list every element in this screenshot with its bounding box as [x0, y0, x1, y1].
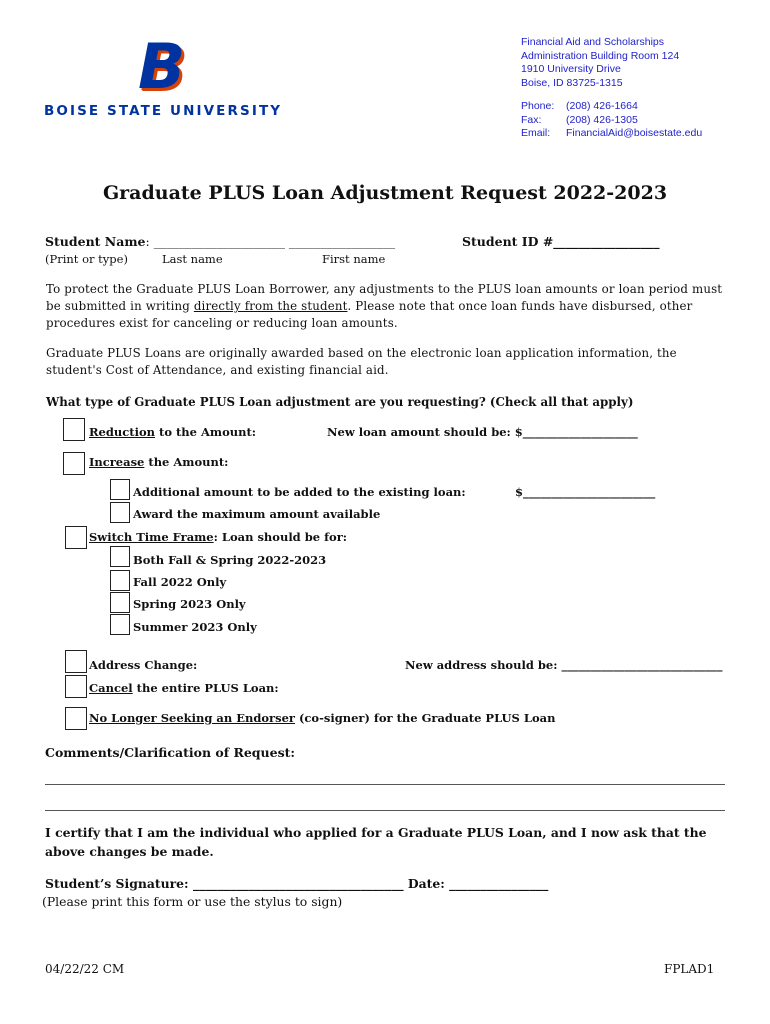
increase-keyword: Increase — [89, 455, 145, 469]
first-name-caption: First name — [322, 252, 386, 266]
fax-row — [521, 114, 702, 128]
intro-paragraph-2: Graduate PLUS Loans are originally awarded based on the electronic loan application information, the student's Cost of Attendance, and existing financial aid. — [46, 346, 677, 377]
email-row — [521, 127, 702, 141]
reduction-checkbox[interactable] — [63, 418, 85, 441]
last-name-caption: Last name — [162, 252, 223, 266]
additional-amount-field[interactable]: $_______________________ — [515, 485, 656, 499]
print-hint: (Print or type) — [45, 252, 128, 266]
fall-only-label: Fall 2022 Only — [133, 575, 227, 589]
reduction-rest: to the Amount: — [155, 425, 257, 439]
office-city: Boise, ID 83725-1315 — [521, 76, 623, 89]
fall-only-checkbox[interactable] — [110, 570, 130, 591]
no-endorser-checkbox[interactable] — [65, 707, 87, 730]
intro-text-underlined: directly from the student — [193, 299, 348, 313]
endorser-keyword: No Longer Seeking an Endorser — [89, 711, 295, 725]
spring-only-checkbox[interactable] — [110, 592, 130, 613]
address-change-checkbox[interactable] — [65, 650, 87, 673]
student-id-field[interactable]: Student ID #_________________ — [462, 234, 660, 249]
cancel-rest: the entire PLUS Loan: — [132, 681, 279, 695]
intro-text-b: . Please note that once loan funds have disbursed, other procedures exist for canceling or reducing loan amounts. — [46, 299, 693, 330]
office-contact-block — [521, 36, 702, 141]
form-title: Graduate PLUS Loan Adjustment Request 2022-2023 — [102, 182, 668, 204]
address-change-label: Address Change: — [89, 658, 198, 672]
both-terms-label: Both Fall & Spring 2022-2023 — [133, 553, 327, 567]
footer-form-code: FPLAD1 — [664, 962, 715, 976]
new-amount-field[interactable]: New loan amount should be: $____________________ — [327, 425, 638, 439]
office-street: 1910 University Drive — [521, 63, 621, 75]
office-building: Administration Building Room 124 — [521, 49, 680, 62]
university-wordmark: BOISE STATE UNIVERSITY — [44, 103, 283, 119]
switch-keyword: Switch Time Frame — [89, 530, 214, 544]
footer-revision: 04/22/22 CM — [45, 962, 125, 976]
summer-only-label: Summer 2023 Only — [133, 620, 257, 634]
award-max-label: Award the maximum amount available — [133, 507, 381, 521]
intro-paragraph-1 — [46, 281, 736, 332]
adjustment-question: What type of Graduate PLUS Loan adjustment are you requesting? (Check all that apply) — [46, 395, 634, 409]
comments-line-2[interactable] — [45, 810, 725, 811]
spring-only-label: Spring 2023 Only — [133, 597, 246, 611]
switch-rest: : Loan should be for: — [213, 530, 348, 544]
office-name: Financial Aid and Scholarships — [521, 36, 665, 48]
endorser-rest: (co-signer) for the Graduate PLUS Loan — [294, 711, 556, 725]
cancel-loan-checkbox[interactable] — [65, 675, 87, 698]
new-address-field[interactable]: New address should be: ____________________________ — [405, 658, 723, 672]
signature-hint: (Please print this form or use the stylus to sign) — [42, 894, 343, 909]
comments-line-1[interactable] — [45, 784, 725, 785]
fax-label: Fax: — [521, 113, 542, 126]
student-name-line — [45, 234, 395, 249]
email-address[interactable]: FinancialAid@boisestate.edu — [566, 127, 703, 139]
increase-checkbox[interactable] — [63, 452, 85, 475]
university-logo-mark: B — [138, 30, 184, 103]
both-terms-checkbox[interactable] — [110, 546, 130, 567]
switch-time-frame-label — [89, 530, 347, 544]
reduction-label — [89, 425, 256, 439]
cancel-keyword: Cancel — [89, 681, 133, 695]
summer-only-checkbox[interactable] — [110, 614, 130, 635]
phone-row — [521, 100, 702, 114]
no-endorser-label — [89, 711, 555, 725]
intro-text-a: To protect the Graduate PLUS Loan Borrower, any adjustments to the PLUS loan amounts or loan period must be submitted in writing — [46, 282, 723, 313]
email-label: Email: — [521, 127, 551, 139]
additional-amount-checkbox[interactable] — [110, 479, 130, 500]
additional-amount-label: Additional amount to be added to the existing loan: — [133, 485, 466, 499]
comments-label: Comments/Clarification of Request: — [45, 745, 295, 760]
cancel-loan-label — [89, 681, 279, 695]
increase-rest: the Amount: — [144, 455, 229, 469]
switch-time-frame-checkbox[interactable] — [65, 526, 87, 549]
phone-label: Phone: — [521, 100, 555, 112]
student-name-field[interactable]: : _____________________ _________________ — [145, 234, 396, 249]
award-max-checkbox[interactable] — [110, 502, 130, 523]
reduction-keyword: Reduction — [89, 425, 155, 439]
signature-date-line[interactable]: Student’s Signature: __________________________________ Date: ________________ — [45, 876, 549, 891]
certification-statement: I certify that I am the individual who applied for a Graduate PLUS Loan, and I now ask that the above changes be made. — [45, 825, 707, 859]
increase-label — [89, 455, 228, 469]
student-name-label: Student Name — [45, 234, 146, 249]
phone-number: (208) 426-1664 — [566, 100, 638, 112]
fax-number: (208) 426-1305 — [566, 113, 638, 126]
